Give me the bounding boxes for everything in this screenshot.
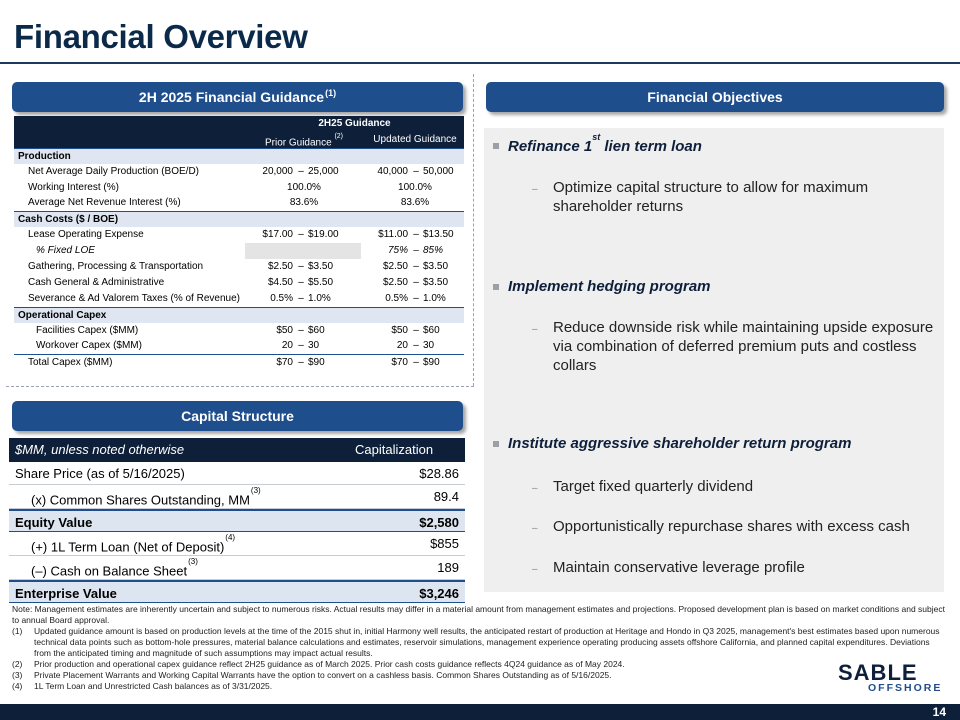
footnote-number: (4) bbox=[12, 681, 23, 691]
bullet-icon bbox=[493, 143, 499, 149]
updated-low: 40,000 bbox=[377, 165, 408, 177]
footnote-1 bbox=[12, 626, 942, 659]
row-label: Lease Operating Expense bbox=[28, 229, 144, 241]
objective-refinance bbox=[508, 132, 702, 155]
row-label: Share Price (as of 5/16/2025) bbox=[15, 465, 185, 481]
table-row bbox=[9, 462, 465, 486]
updated-dash: – bbox=[413, 261, 419, 273]
row-label-text: (+) 1L Term Loan (Net of Deposit) bbox=[31, 539, 225, 555]
page-title: Financial Overview bbox=[14, 18, 308, 55]
updated-high: 50,000 bbox=[423, 165, 454, 177]
table-row bbox=[14, 323, 464, 339]
na-shading bbox=[245, 243, 361, 259]
updated-high: $60 bbox=[423, 324, 440, 336]
prior-high: 25,000 bbox=[308, 165, 339, 177]
table-row bbox=[9, 485, 465, 509]
footnote-number: (3) bbox=[12, 670, 23, 680]
updated-dash: – bbox=[413, 357, 419, 369]
section-cash-costs: Cash Costs ($ / BOE) bbox=[14, 211, 464, 227]
row-value: 189 bbox=[437, 559, 459, 575]
updated-high: 30 bbox=[423, 340, 435, 352]
table-row bbox=[14, 338, 464, 354]
prior-dash: – bbox=[298, 276, 304, 288]
updated-low: $2.50 bbox=[382, 276, 408, 288]
prior-dash: – bbox=[298, 229, 304, 241]
footnote-text: Updated guidance amount is based on production levels at the time of the 2015 shut in, initial Harmony well results, the anticipated restart of production at Heritage and Hondo in Q3 2025, management's best estimates based upon numerous technical data points such as bottom-hole pressures, material balance calculations and estimates, reservoir simulations, management experience operating producing assets offshore California, and planned capital expenditures. Deviations from the anticipated timing and magnitude of such assumptions may impact actual results. bbox=[34, 626, 940, 658]
prior-dash: – bbox=[298, 357, 304, 369]
bullet-icon bbox=[493, 284, 499, 290]
footnotes bbox=[12, 604, 948, 692]
capital-units-label: $MM, unless noted otherwise bbox=[15, 442, 185, 457]
updated-low: $50 bbox=[391, 324, 408, 336]
sable-offshore-logo bbox=[838, 660, 948, 694]
col-prior-label: Prior Guidance bbox=[264, 137, 332, 149]
guidance-column-header-row bbox=[14, 132, 464, 148]
logo-wordmark-bottom: OFFSHORE bbox=[868, 682, 943, 694]
capital-structure-banner bbox=[12, 401, 463, 431]
prior-low: 20,000 bbox=[262, 165, 293, 177]
table-row-total bbox=[14, 354, 464, 370]
updated-low: 20 bbox=[396, 340, 408, 352]
capital-banner-label: Capital Structure bbox=[181, 408, 294, 424]
row-value: $28.86 bbox=[419, 465, 459, 481]
prior-value: 83.6% bbox=[289, 197, 319, 209]
bullet-icon bbox=[493, 441, 499, 447]
row-label: Workover Capex ($MM) bbox=[36, 340, 142, 352]
prior-dash: – bbox=[298, 340, 304, 352]
updated-low: 0.5% bbox=[385, 292, 408, 304]
table-row bbox=[14, 243, 464, 259]
footnote-marker: (4) bbox=[225, 533, 236, 543]
section-operational-capex: Operational Capex bbox=[14, 307, 464, 323]
row-label: Gathering, Processing & Transportation bbox=[28, 261, 204, 273]
prior-dash: – bbox=[298, 292, 304, 304]
objectives-banner-label: Financial Objectives bbox=[647, 89, 783, 105]
row-label: Net Average Daily Production (BOE/D) bbox=[28, 165, 200, 177]
footnote-3 bbox=[12, 670, 948, 681]
updated-low: 75% bbox=[387, 245, 408, 257]
objective-detail: Opportunistically repurchase shares with excess cash bbox=[553, 518, 910, 535]
row-label: Average Net Revenue Interest (%) bbox=[28, 197, 181, 209]
updated-dash: – bbox=[413, 340, 419, 352]
prior-low: 0.5% bbox=[270, 292, 293, 304]
objective-detail: Maintain conservative leverage profile bbox=[553, 559, 805, 576]
objective-text-end: lien term loan bbox=[600, 138, 702, 155]
table-row bbox=[9, 532, 465, 556]
table-row-subtotal bbox=[9, 509, 465, 533]
updated-low: $2.50 bbox=[382, 261, 408, 273]
prior-dash: – bbox=[298, 261, 304, 273]
footnote-text: Private Placement Warrants and Working Capital Warrants have the option to convert on a cashless basis. Common Shares Outstanding as of 5/16/2025. bbox=[34, 670, 612, 680]
row-label: Working Interest (%) bbox=[28, 181, 119, 193]
guidance-table bbox=[14, 116, 464, 370]
capital-structure-table bbox=[9, 438, 465, 603]
col-updated-guidance: Updated Guidance bbox=[366, 132, 464, 149]
guidance-group-header: 2H25 Guidance bbox=[318, 118, 391, 129]
updated-high: 1.0% bbox=[423, 292, 446, 304]
updated-value: 100.0% bbox=[398, 181, 432, 193]
footnote-4 bbox=[12, 681, 948, 692]
objective-hedging: Implement hedging program bbox=[508, 278, 711, 295]
row-value: $3,246 bbox=[419, 585, 459, 601]
prior-high: $5.50 bbox=[308, 276, 334, 288]
updated-value: 83.6% bbox=[400, 197, 430, 209]
row-value: $855 bbox=[430, 536, 459, 552]
prior-high: $19.00 bbox=[308, 229, 339, 241]
col-prior-footnote: (2) bbox=[334, 132, 344, 140]
updated-dash: – bbox=[413, 245, 419, 257]
section-divider-vertical bbox=[473, 74, 474, 386]
footnote-2 bbox=[12, 659, 948, 670]
updated-dash: – bbox=[413, 276, 419, 288]
updated-dash: – bbox=[413, 229, 419, 241]
table-row bbox=[14, 291, 464, 307]
title-divider bbox=[0, 62, 960, 64]
prior-value: 100.0% bbox=[287, 181, 321, 193]
prior-high: $90 bbox=[308, 357, 325, 369]
table-row bbox=[14, 259, 464, 275]
row-label: % Fixed LOE bbox=[36, 245, 95, 257]
table-row bbox=[14, 227, 464, 243]
footnote-text: 1L Term Loan and Unrestricted Cash balances as of 3/31/2025. bbox=[34, 681, 273, 691]
updated-low: $11.00 bbox=[378, 229, 408, 241]
updated-dash: – bbox=[413, 165, 419, 177]
footnote-number: (2) bbox=[12, 659, 23, 669]
table-row bbox=[9, 556, 465, 580]
page-number: 14 bbox=[932, 705, 946, 719]
prior-low: 20 bbox=[281, 340, 293, 352]
table-row-total bbox=[9, 580, 465, 604]
row-label-text: (x) Common Shares Outstanding, MM bbox=[31, 492, 250, 508]
ordinal-suffix: st bbox=[592, 132, 601, 142]
prior-high: 30 bbox=[308, 340, 320, 352]
updated-high: $3.50 bbox=[423, 261, 449, 273]
prior-low: $2.50 bbox=[267, 261, 293, 273]
updated-high: $13.50 bbox=[423, 229, 454, 241]
guidance-banner-footnote: (1) bbox=[325, 88, 337, 98]
objective-detail: Reduce downside risk while maintaining upside exposure via combination of deferred premium puts and costless collars bbox=[553, 319, 934, 374]
dash-icon: – bbox=[532, 523, 538, 534]
row-value: $2,580 bbox=[419, 514, 459, 530]
note-intro: Note: Management estimates are inherently uncertain and subject to numerous risks. Actual results may differ in a material amount from management estimates and projections. Proposed development plan is based on market conditions and subject to annual Board approval. bbox=[12, 604, 945, 625]
objectives-banner bbox=[486, 82, 944, 112]
logo-wordmark-top: SABLE bbox=[838, 660, 918, 685]
row-label: Enterprise Value bbox=[15, 585, 117, 601]
guidance-banner bbox=[12, 82, 463, 112]
guidance-banner-label: 2H 2025 Financial Guidance bbox=[138, 89, 325, 105]
footnote-number: (1) bbox=[12, 626, 23, 636]
row-label-text: (–) Cash on Balance Sheet bbox=[31, 563, 188, 579]
table-row bbox=[14, 195, 464, 211]
prior-high: 1.0% bbox=[308, 292, 331, 304]
capital-header-row bbox=[9, 438, 465, 462]
dash-icon: – bbox=[532, 324, 538, 335]
footnote-text: Prior production and operational capex guidance reflect 2H25 guidance as of March 2025. Prior cash costs guidance reflects 4Q24 guidance as of May 2024. bbox=[34, 659, 625, 669]
row-label: Facilities Capex ($MM) bbox=[36, 324, 139, 336]
capitalization-header: Capitalization bbox=[355, 442, 434, 457]
prior-dash: – bbox=[298, 165, 304, 177]
prior-low: $70 bbox=[276, 357, 293, 369]
objective-shareholder-return: Institute aggressive shareholder return program bbox=[508, 435, 852, 452]
dash-icon: – bbox=[532, 184, 538, 195]
footnote-marker: (3) bbox=[250, 486, 261, 496]
prior-dash: – bbox=[298, 324, 304, 336]
prior-low: $50 bbox=[276, 324, 293, 336]
updated-dash: – bbox=[413, 292, 419, 304]
table-row bbox=[14, 164, 464, 180]
row-label: Cash General & Administrative bbox=[28, 276, 165, 288]
prior-high: $3.50 bbox=[308, 261, 334, 273]
updated-high: 85% bbox=[423, 245, 444, 257]
updated-low: $70 bbox=[391, 357, 408, 369]
prior-low: $17.00 bbox=[262, 229, 293, 241]
table-row bbox=[14, 275, 464, 291]
prior-high: $60 bbox=[308, 324, 325, 336]
prior-low: $4.50 bbox=[267, 276, 293, 288]
row-value: 89.4 bbox=[433, 489, 459, 505]
objective-detail: Optimize capital structure to allow for maximum shareholder returns bbox=[553, 179, 869, 215]
footer-bar bbox=[0, 704, 960, 720]
row-label: Equity Value bbox=[15, 514, 93, 530]
updated-high: $90 bbox=[423, 357, 440, 369]
guidance-header-group-row bbox=[14, 116, 464, 132]
row-label: Total Capex ($MM) bbox=[28, 357, 113, 369]
section-production: Production bbox=[14, 148, 464, 164]
section-divider-horizontal bbox=[6, 386, 474, 387]
updated-high: $3.50 bbox=[423, 276, 449, 288]
dash-icon: – bbox=[532, 483, 538, 494]
objective-detail: Target fixed quarterly dividend bbox=[553, 478, 754, 495]
table-row bbox=[14, 180, 464, 196]
row-label: Severance & Ad Valorem Taxes (% of Revenue) bbox=[28, 292, 240, 304]
updated-dash: – bbox=[413, 324, 419, 336]
dash-icon: – bbox=[532, 564, 538, 575]
objective-text: Refinance 1 bbox=[508, 138, 593, 155]
footnote-marker: (3) bbox=[188, 556, 198, 566]
